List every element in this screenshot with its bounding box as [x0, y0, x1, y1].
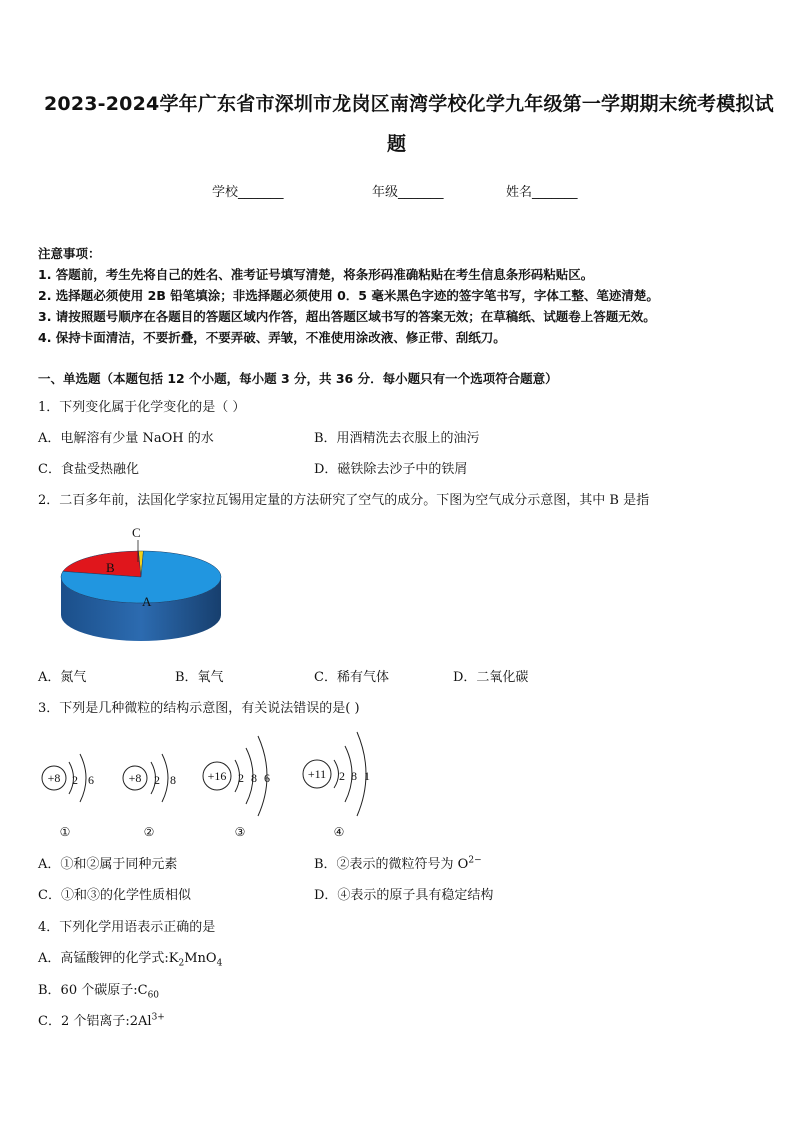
page-title-line2: 题 — [387, 133, 407, 155]
p3-shell-count-1: 2 — [238, 771, 244, 785]
q1-option-a: A．电解溶有少量 NaOH 的水 — [38, 431, 214, 446]
q2-stem: 2．二百多年前，法国化学家拉瓦锡用定量的方法研究了空气的成分。下图为空气成分示意图，其中 B 是指 — [38, 493, 650, 508]
q2-option-a: A．氮气 — [38, 670, 87, 685]
p2-shell-count-1: 2 — [154, 773, 160, 787]
notice-item-1: 1. 答题前，考生先将自己的姓名、准考证号填写清楚，将条形码准确粘贴在考生信息条形码粘贴区。 — [38, 267, 594, 282]
p4-shell-count-2: 8 — [351, 769, 357, 783]
q3-option-c: C．①和③的化学性质相似 — [38, 888, 191, 903]
q3-option-b-charge: 2− — [468, 855, 482, 866]
p4-shell-count-3: 1 — [364, 769, 370, 783]
q3-option-a: A．①和②属于同种元素 — [38, 857, 178, 872]
q4-option-a-text: A．高锰酸钾的化学式:K — [38, 951, 179, 966]
q4-option-c — [38, 1010, 165, 1029]
notice-heading: 注意事项： — [38, 246, 101, 261]
q2-option-d: D．二氧化碳 — [453, 670, 529, 685]
q4-option-b-text: B．60 个碳原子:C — [38, 983, 148, 998]
p4-shell-1 — [334, 760, 339, 788]
p3-shell-count-2: 8 — [251, 771, 257, 785]
q1-option-b: B．用酒精洗去衣服上的油污 — [314, 431, 480, 446]
q2-option-c: C．稀有气体 — [314, 670, 389, 685]
notice-item-4: 4. 保持卡面清洁，不要折叠，不要弄破、弄皱，不准使用涂改液、修正带、刮纸刀。 — [38, 330, 506, 345]
p3-nucleus: +16 — [207, 769, 227, 783]
q4-option-b — [38, 979, 159, 1001]
p4-nucleus: +11 — [307, 767, 327, 781]
p3-label: ③ — [234, 825, 246, 839]
q3-stem: 3．下列是几种微粒的结构示意图，有关说法错误的是( ) — [38, 701, 360, 716]
p1-shell-2 — [80, 754, 86, 802]
name-field: 姓名_______ — [506, 185, 578, 200]
p2-label: ② — [143, 825, 155, 839]
page-title-line1: 2023-2024学年广东省市深圳市龙岗区南湾学校化学九年级第一学期期末统考模拟试 — [44, 93, 774, 115]
pie-label-c: C — [132, 525, 141, 540]
q4-option-a — [38, 947, 222, 969]
p3-shell-count-3: 6 — [264, 771, 270, 785]
q1-option-c: C．食盐受热融化 — [38, 462, 139, 477]
q3-option-b — [314, 853, 482, 872]
q1-option-d: D．磁铁除去沙子中的铁屑 — [314, 462, 468, 477]
pie-label-b: B — [106, 560, 115, 575]
grade-field: 年级_______ — [372, 185, 444, 200]
q1-stem: 1．下列变化属于化学变化的是（ ） — [38, 400, 246, 415]
air-composition-pie-chart — [56, 522, 231, 652]
particle-structure-diagrams — [36, 726, 376, 846]
q4-option-c-charge: 3+ — [151, 1012, 165, 1023]
p2-nucleus: +8 — [128, 771, 142, 785]
notice-item-2: 2. 选择题必须使用 2B 铅笔填涂；非选择题必须使用 0．5 毫米黑色字迹的签字笔书写，字体工整、笔迹清楚。 — [38, 288, 659, 303]
p1-label: ① — [59, 825, 71, 839]
section-heading: 一、单选题（本题包括 12 个小题，每小题 3 分，共 36 分．每小题只有一个选项符合题意） — [38, 371, 558, 386]
q3-option-d: D．④表示的原子具有稳定结构 — [314, 888, 494, 903]
notice-item-3: 3. 请按照题号顺序在各题目的答题区域内作答，超出答题区域书写的答案无效；在草稿纸、试题卷上答题无效。 — [38, 309, 656, 324]
q4-option-a-mid: MnO — [184, 951, 217, 966]
p1-nucleus: +8 — [47, 771, 61, 785]
q4-option-b-sub: 60 — [147, 990, 160, 1001]
p4-label: ④ — [333, 825, 345, 839]
q2-option-b: B．氧气 — [175, 670, 224, 685]
q3-option-b-text: B．②表示的微粒符号为 O — [314, 857, 469, 872]
q4-option-a-sub1: 2 — [178, 958, 185, 969]
school-field: 学校_______ — [212, 185, 284, 200]
q4-option-a-sub2: 4 — [216, 958, 223, 969]
pie-label-a: A — [142, 594, 152, 609]
q4-option-c-text: C．2 个铝离子:2Al — [38, 1014, 152, 1029]
p1-shell-count-1: 2 — [72, 773, 78, 787]
p1-shell-count-2: 6 — [88, 773, 94, 787]
p2-shell-count-2: 8 — [170, 773, 176, 787]
p2-shell-2 — [162, 754, 168, 802]
q4-stem: 4．下列化学用语表示正确的是 — [38, 920, 216, 935]
p4-shell-count-1: 2 — [339, 769, 345, 783]
